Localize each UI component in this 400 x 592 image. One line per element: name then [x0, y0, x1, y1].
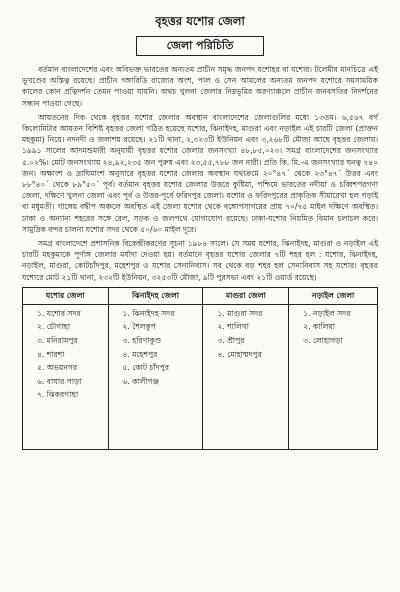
header-magura: মাগুরা জেলা: [203, 287, 289, 304]
jessore-thanas: [23, 304, 109, 449]
list-item: ২. চৌগাছা: [37, 322, 71, 332]
thana-table: [22, 287, 378, 450]
header-jessore: যশোর জেলা: [23, 287, 109, 304]
list-item: ২. শৈলকুপ: [122, 322, 156, 332]
list-item: ৫. অভয়নগর: [37, 363, 78, 373]
list-item: ৩. মনিরামপুর: [37, 336, 78, 346]
list-item: ১. নড়াইল সদর: [303, 308, 351, 318]
header-jhenaidah: ঝিনাইদহ জেলা: [108, 287, 203, 304]
list-item: ৭. ঝিকরগাছা: [37, 390, 79, 400]
paragraph-geography: আয়তনের দিক থেকে বৃহত্তর যশোর জেলার অবস্থান বাংলাদেশের জেলাগুলির মধ্যে ১৩তম। ৬,৫৬৭ বর্গ কিলোমিটার আয়তন বিশিষ্ট বৃহত্তর জেলা গঠিত হয়েছে যশোর, ঝিনাইদহ, মাগুরা এবং নড়াইল এই চারটি জেলা (প্রাক্তন মহকুমা) নিয়ে। নদনদী ও জলাশয় রয়েছে। ২১টি থানা, ২,৩২৩টি ইউনিয়ন এবং ৩,২৬৮টি মৌজা আছে বৃহত্তর জেলায়। ১৯৯১ সালের আদমশুমারী অনুযায়ী বৃহত্তর যশোর জেলার জনসংখ্যা ৪৮,৮৫,০২৩। সমগ্র বাংলাদেশের জনসংখ্যার ৫.০২%। মোট জনসংখ্যায় ২৪,৯২,২৩৫ জন পুরুষ এবং ২৩,৫৫,৭৮৮ জন নারী। প্রতি কি. মি.-এ জনসংখ্যার ঘনত্ব ৭৪০ জন। অক্ষাংশ ও দ্রাঘিমাংশ অনুসারে বৃহত্তর যশোর জেলার অবস্থান যথাক্রমে ২০°৪৭´ থেকে ২৩°৪৭´ উত্তর এবং ৮৮°৪০´ থেকে ৮৯°৫০´ পূর্ব। বর্তমান বৃহত্তর যশোর জেলার উত্তরে কুষ্টিয়া, পশ্চিমে ভারতের নদীয়া ও চব্বিশপরগণা জেলা, দক্ষিণে খুলনা জেলা এবং পূর্ব ও উত্তর-পূর্বে ফরিদপুর জেলা। যশোর ও ফরিদপুরের প্রাকৃতিক সীমারেখা হল গড়াই বা মধুমতী। গাঙ্গেয় বদ্বীপ অঞ্চলে অবস্থিত এই জেলা যশোর থেকে বঙ্গোপসাগরের প্রায় ৭০/৭৫ মাইল দক্ষিণে অবস্থিত। ঢাকা ও অন্যান্য শহরের সঙ্গে রেল, সড়ক ও জলপথে যোগাযোগ রয়েছে। ঢাকা-যশোর নিয়মিত বিমান চলাচল করে। সামুদ্রিক বন্দর চালনা যশোর সদর থেকে ৫০/৬০ মাইল দূরে।: [22, 112, 378, 234]
table-row: [23, 304, 378, 449]
list-item: ৬. কালীগঞ্জ: [122, 376, 160, 386]
table-header-row: [23, 287, 378, 304]
jhenaidah-thanas: [108, 304, 203, 449]
page-title: বৃহত্তর যশোর জেলা: [155, 14, 245, 28]
narail-thanas: [289, 304, 378, 449]
paragraph-administration: সমগ্র বাংলাদেশে প্রশাসনিক বিকেন্দ্রীকরণের সূচনা ১৯৮৪ সালে। সে সময় যশোর, ঝিনাইদহ, মাগুরা ও নড়াইল এই চারটি মহকুমাকে পূর্ণাঙ্গ জেলার মর্যাদা দেওয়া হয়। বর্তমানে বৃহত্তর যশোর জেলার ৭টি শহর হল : যশোর, ঝিনাইদহ, নড়াইল, মাগুরা, কোটচাঁদপুর, মহেশপুর ও যশোর সেনানিবাস। সব থেকে বড় শহর হল সেনানিবাস সহ যশোর। বৃহত্তর যশোরে মোট ২১টি থানা, ২৩২টি ইউনিয়ন, ৩২৫৩টি মৌজা, ৯টি পুরসভা এবং ২১টি ওয়ার্ড রয়েছে।: [22, 239, 378, 282]
list-item: ৬. বাঘার পাড়া: [37, 376, 82, 386]
paragraph-intro: বর্তমান বাংলাদেশের এবং অবিভক্ত ভারতের অন্যতম প্রাচীন সমৃদ্ধ জনপদ যশোহর বা যশোর। টলেমীর মানচিত্রে এই ভূখণ্ডের অস্তিত্ব রয়েছে। প্রাচীন গঙ্গারিডি রাজ্যের অংশ, পাল ও সেন আমলের অন্যতম জনপদ যশোরে সমসাময়িক কালের কোন প্রত্নিদর্শন তেমন পাওয়া যায়নি। অথচ খুলনা জেলার নিম্নভূমির অরণ্যাঞ্চলে প্রাচীন জনবসতির নিদর্শনের সন্ধান পাওয়া গেছে।: [22, 65, 378, 108]
list-item: ৩. লোহাগড়া: [303, 336, 343, 346]
list-item: ৩. শ্রীপুর: [217, 336, 245, 346]
magura-thanas: [203, 304, 289, 449]
list-item: ৪. শারশা: [37, 349, 65, 359]
list-item: ১. যশোর সদর: [37, 308, 81, 318]
list-item: ৪. মহেশপুর: [122, 349, 158, 359]
list-item: ১. মাগুরা সদর: [217, 308, 263, 318]
list-item: ৫. কোট চাঁদপুর: [122, 363, 170, 373]
list-item: ২. শালিখা: [217, 322, 249, 332]
list-item: ৪. মোহাম্মদপুর: [217, 349, 262, 359]
page-subtitle: জেলা পরিচিতি: [136, 36, 265, 56]
list-item: ৩. হরিণাকুণ্ড: [122, 336, 162, 346]
list-item: ২. কালিয়া: [303, 322, 336, 332]
subtitle-wrap: [22, 34, 378, 56]
header-narail: নড়াইল জেলা: [289, 287, 378, 304]
list-item: ১. ঝিনাইদহ সদর: [122, 308, 175, 318]
